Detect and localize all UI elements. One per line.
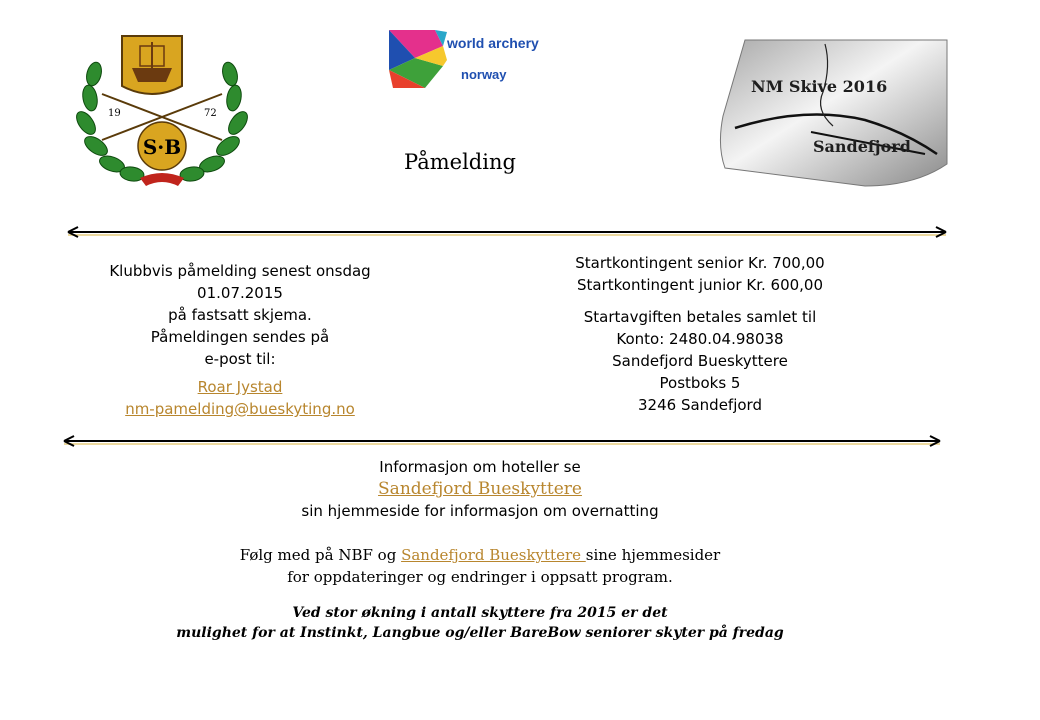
club-monogram: S·B: [142, 135, 182, 159]
club-year-right: 72: [204, 108, 217, 119]
hotel-info: [230, 456, 730, 522]
payment-line: Sandefjord Bueskyttere: [612, 352, 788, 370]
registration-line: Klubbvis påmelding senest onsdag: [109, 262, 371, 280]
club-logo: [72, 28, 252, 188]
registration-line: 01.07.2015: [197, 284, 283, 302]
notice-line-2: mulighet for at Instinkt, Langbue og/eller BareBow seniorer skyter på fredag: [176, 625, 784, 641]
fee-info: [545, 252, 855, 416]
notice-text: [110, 603, 850, 643]
bottom-divider-arrow: [60, 433, 946, 453]
follow-suffix: sine hjemmesider: [585, 546, 721, 564]
contact-email-link[interactable]: nm-pamelding@bueskyting.no: [125, 400, 355, 418]
hotel-line-2: sin hjemmeside for informasjon om overnatting: [301, 502, 659, 520]
notice-line-1: Ved stor økning i antall skyttere fra 2015 er det: [292, 605, 668, 621]
registration-line: e-post til:: [204, 350, 276, 368]
registration-info: [90, 260, 390, 420]
world-archery-country: norway: [461, 67, 507, 82]
follow-info: [180, 544, 780, 588]
nm-skive-logo: [715, 36, 951, 188]
payment-line: Konto: 2480.04.98038: [616, 330, 784, 348]
fee-line-senior: Startkontingent senior Kr. 700,00: [575, 254, 825, 272]
world-archery-logo: [385, 26, 555, 101]
fee-line-junior: Startkontingent junior Kr. 600,00: [576, 276, 824, 294]
payment-line: Postboks 5: [659, 374, 741, 392]
payment-line: Startavgiften betales samlet til: [583, 308, 817, 326]
payment-line: 3246 Sandefjord: [638, 396, 762, 414]
follow-line-2: for oppdateringer og endringer i oppsatt program.: [287, 568, 673, 586]
hotel-line-1: Informasjon om hoteller se: [379, 458, 581, 476]
registration-line: Påmeldingen sendes på: [150, 328, 330, 346]
top-divider-arrow: [64, 224, 950, 244]
follow-club-link[interactable]: Sandefjord Bueskyttere: [401, 546, 586, 564]
nm-title: NM Skive 2016: [751, 77, 888, 96]
follow-prefix: Følg med på NBF og: [239, 546, 402, 564]
registration-line: på fastsatt skjema.: [168, 306, 312, 324]
contact-name-link[interactable]: Roar Jystad: [197, 378, 283, 396]
world-archery-text: world archery: [447, 35, 539, 51]
page-title: Påmelding: [404, 150, 516, 174]
nm-city: Sandefjord: [813, 137, 911, 156]
hotel-club-link[interactable]: Sandefjord Bueskyttere: [378, 479, 582, 499]
club-year-left: 19: [108, 108, 121, 119]
